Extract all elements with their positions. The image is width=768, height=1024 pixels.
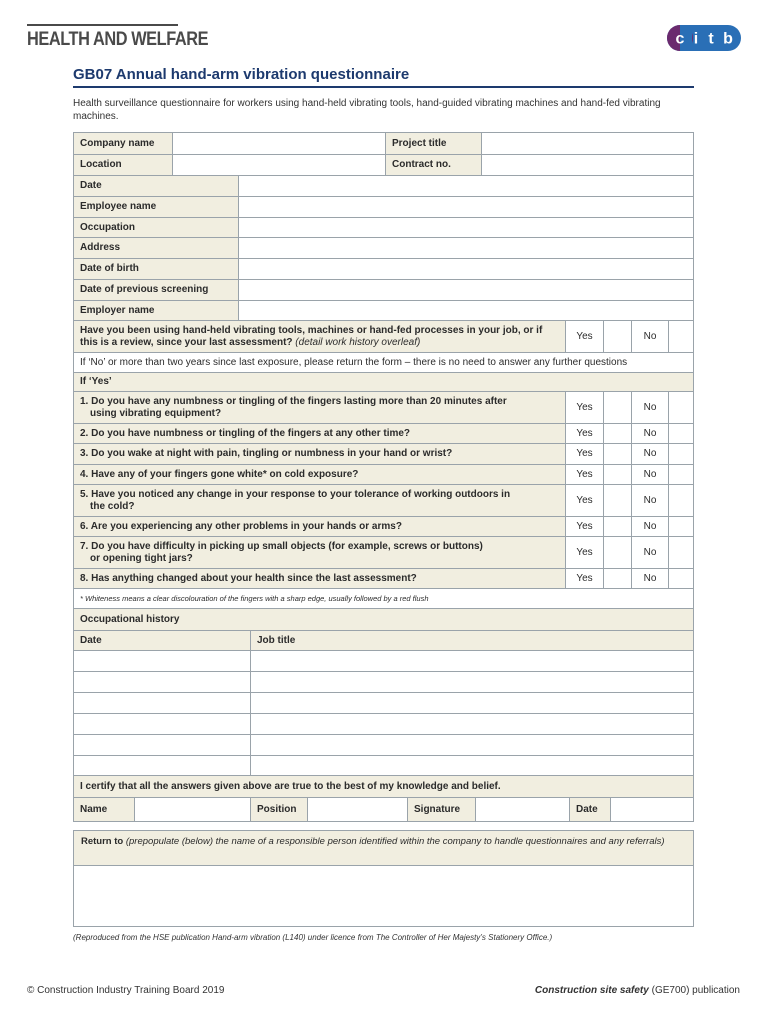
intro-text: Health surveillance questionnaire for workers using hand-held vibrating tools, hand-guided vibrating machines and hand-fed vibrating machines. (73, 98, 661, 122)
yes-label: Yes (565, 424, 603, 443)
no-label: No (631, 424, 668, 443)
label-company-name: Company name (74, 133, 172, 154)
yes-label: Yes (565, 444, 603, 464)
row-company (74, 133, 693, 154)
question-row (74, 423, 693, 443)
question-text: 3. Do you wake at night with pain, tingling or numbness in your hand or wrist? (74, 444, 565, 464)
label-address: Address (74, 238, 238, 258)
question-line: 1. Do you have any numbness or tingling of the fingers lasting more than 20 minutes after (80, 395, 507, 407)
input-occupation[interactable] (238, 218, 693, 237)
citb-logo (667, 25, 741, 51)
row-history-headers (74, 630, 693, 650)
title-rule (73, 86, 694, 88)
question-text: 4. Have any of your fingers gone white* on cold exposure? (74, 465, 565, 484)
label-signature: Signature (407, 798, 475, 821)
history-job-title-input[interactable] (250, 693, 693, 713)
input-address[interactable] (238, 238, 693, 258)
question-line-continued: or opening tight jars? (90, 552, 193, 564)
input-date-prev-screening[interactable] (238, 280, 693, 300)
history-date-input[interactable] (74, 693, 250, 713)
label-occupation: Occupation (74, 218, 238, 237)
input-employee-name[interactable] (238, 197, 693, 217)
no-box[interactable] (668, 465, 693, 484)
no-label: No (631, 517, 668, 536)
label-date-of-birth: Date of birth (74, 259, 238, 279)
question-row (74, 464, 693, 484)
input-contract-no[interactable] (481, 155, 693, 175)
question-line-continued: using vibrating equipment? (90, 407, 222, 419)
yes-box[interactable] (603, 537, 631, 568)
row-signoff (74, 797, 693, 821)
screening-question (74, 321, 565, 352)
question-text (74, 537, 565, 568)
label-employee-name: Employee name (74, 197, 238, 217)
section-header (27, 24, 238, 51)
row-date (74, 175, 693, 196)
no-box[interactable] (668, 424, 693, 443)
occupational-history-heading: Occupational history (74, 609, 693, 630)
yes-box[interactable] (603, 392, 631, 423)
return-to-box (73, 830, 694, 927)
history-col-date: Date (74, 631, 250, 650)
question-text: 6. Are you experiencing any other problems in your hands or arms? (74, 517, 565, 536)
label-employer-name: Employer name (74, 301, 238, 320)
history-row (74, 713, 693, 734)
questionnaire-form (73, 132, 694, 822)
header-rule (27, 24, 178, 26)
yes-label: Yes (565, 465, 603, 484)
history-job-title-input[interactable] (250, 714, 693, 734)
row-if-yes (74, 372, 693, 391)
screening-no-label: No (631, 321, 668, 352)
screening-question-text: Have you been using hand-held vibrating tools, machines or hand-fed processes in your job, or if this is a review, since your last assessment? (80, 324, 543, 348)
logo-letter-i: i (693, 30, 699, 48)
yes-box[interactable] (603, 424, 631, 443)
history-row (74, 734, 693, 755)
question-line: 5. Have you noticed any change in your response to your tolerance of working outdoors in (80, 488, 511, 500)
history-date-input[interactable] (74, 651, 250, 671)
history-row (74, 671, 693, 692)
logo-letter-b: b (723, 30, 733, 48)
input-date-of-birth[interactable] (238, 259, 693, 279)
question-row (74, 443, 693, 464)
history-job-title-input[interactable] (250, 672, 693, 692)
row-whiteness-note (74, 588, 693, 608)
return-to-header (74, 831, 693, 866)
history-row (74, 755, 693, 775)
row-date-of-birth (74, 258, 693, 279)
history-date-input[interactable] (74, 756, 250, 775)
label-contract-no: Contract no. (385, 155, 481, 175)
yes-box[interactable] (603, 444, 631, 464)
label-name: Name (74, 798, 134, 821)
no-box[interactable] (668, 485, 693, 516)
history-date-input[interactable] (74, 735, 250, 755)
question-text: 2. Do you have numbness or tingling of the fingers at any other time? (74, 424, 565, 443)
row-occupational-history (74, 608, 693, 630)
row-if-no (74, 352, 693, 372)
logo-letter-c: c (675, 30, 685, 48)
yes-box[interactable] (603, 569, 631, 588)
label-signoff-date: Date (569, 798, 610, 821)
yes-box[interactable] (603, 465, 631, 484)
reproduced-note: (Reproduced from the HSE publication Hand-arm vibration (L140) under licence from The Controller of Her Majesty’s Stationery Office.) (73, 933, 553, 942)
question-row (74, 536, 693, 568)
question-row (74, 391, 693, 423)
screening-yes-box[interactable] (603, 321, 631, 352)
history-row (74, 650, 693, 671)
no-label: No (631, 569, 668, 588)
history-job-title-input[interactable] (250, 651, 693, 671)
label-project-title: Project title (385, 133, 481, 154)
input-company-name[interactable] (172, 133, 385, 154)
question-row (74, 568, 693, 588)
row-location (74, 154, 693, 175)
input-location[interactable] (172, 155, 385, 175)
input-signoff-date[interactable] (610, 798, 693, 821)
question-text: 8. Has anything changed about your health since the last assessment? (74, 569, 565, 588)
row-date-prev-screening (74, 279, 693, 300)
if-no-instruction: If ‘No’ or more than two years since last exposure, please return the form – there is no need to answer any further questions (80, 356, 628, 368)
question-text (74, 392, 565, 423)
no-box[interactable] (668, 444, 693, 464)
no-label: No (631, 465, 668, 484)
question-line: 7. Do you have difficulty in picking up small objects (for example, screws or buttons) (80, 540, 483, 552)
no-label: No (631, 392, 668, 423)
footer-publication (535, 985, 740, 996)
certify-statement: I certify that all the answers given above are true to the best of my knowledge and belief. (74, 776, 693, 797)
row-employer-name (74, 300, 693, 320)
no-label: No (631, 444, 668, 464)
screening-no-box[interactable] (668, 321, 693, 352)
return-to-label: Return to (81, 836, 124, 847)
screening-question-note: (detail work history overleaf) (295, 336, 421, 348)
row-screening-question (74, 320, 693, 352)
label-date: Date (74, 176, 238, 196)
row-employee-name (74, 196, 693, 217)
screening-yes-label: Yes (565, 321, 603, 352)
input-name[interactable] (134, 798, 250, 821)
input-project-title[interactable] (481, 133, 693, 154)
yes-box[interactable] (603, 485, 631, 516)
input-employer-name[interactable] (238, 301, 693, 320)
label-date-prev-screening: Date of previous screening (74, 280, 238, 300)
history-col-job-title: Job title (250, 631, 693, 650)
yes-label: Yes (565, 569, 603, 588)
label-location: Location (74, 155, 172, 175)
logo-letter-t: t (708, 30, 714, 48)
yes-label: Yes (565, 517, 603, 536)
whiteness-note: * Whiteness means a clear discolouration of the fingers with a sharp edge, usually followed by a red flush (80, 593, 429, 603)
label-position: Position (250, 798, 307, 821)
return-to-note: (prepopulate (below) the name of a responsible person identified within the company to handle questionnaires and any referrals) (125, 836, 665, 847)
row-occupation (74, 217, 693, 237)
no-box[interactable] (668, 392, 693, 423)
input-position[interactable] (307, 798, 407, 821)
footer-copyright: © Construction Industry Training Board 2019 (27, 985, 225, 996)
row-address (74, 237, 693, 258)
question-row (74, 484, 693, 516)
no-box[interactable] (668, 517, 693, 536)
footer-publication-code: (GE700) publication (651, 985, 740, 996)
history-date-input[interactable] (74, 672, 250, 692)
if-yes-label: If ‘Yes’ (74, 373, 693, 391)
no-label: No (631, 485, 668, 516)
document-title: GB07 Annual hand-arm vibration questionnaire (73, 66, 410, 83)
row-certify (74, 775, 693, 797)
return-to-input[interactable] (74, 866, 693, 926)
yes-label: Yes (565, 392, 603, 423)
no-label: No (631, 537, 668, 568)
section-header-text: HEALTH AND WELFARE (27, 29, 209, 50)
history-job-title-input[interactable] (250, 735, 693, 755)
footer-publication-title: Construction site safety (534, 985, 649, 996)
question-text (74, 485, 565, 516)
history-job-title-input[interactable] (250, 756, 693, 775)
question-row (74, 516, 693, 536)
yes-label: Yes (565, 537, 603, 568)
input-signature[interactable] (475, 798, 569, 821)
no-box[interactable] (668, 569, 693, 588)
no-box[interactable] (668, 537, 693, 568)
input-date[interactable] (238, 176, 693, 196)
yes-label: Yes (565, 485, 603, 516)
history-row (74, 692, 693, 713)
history-date-input[interactable] (74, 714, 250, 734)
question-line-continued: the cold? (90, 500, 135, 512)
yes-box[interactable] (603, 517, 631, 536)
